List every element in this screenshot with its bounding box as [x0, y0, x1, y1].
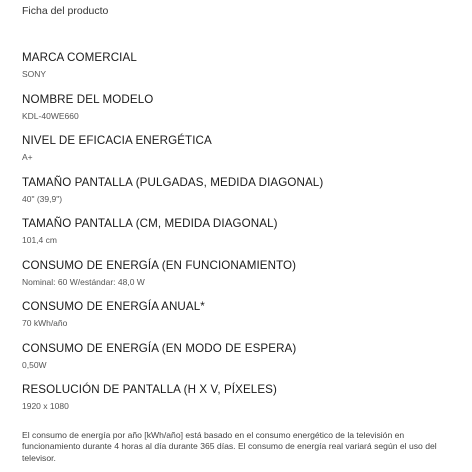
spec-label: CONSUMO DE ENERGÍA (EN MODO DE ESPERA): [22, 341, 297, 355]
spec-value: 70 kWh/año: [22, 318, 68, 328]
spec-item-model: [22, 92, 467, 134]
product-sheet: [22, 0, 467, 464]
spec-label: NIVEL DE EFICACIA ENERGÉTICA: [22, 134, 212, 147]
spec-label: RESOLUCIÓN DE PANTALLA (H X V, PÍXELES): [22, 383, 277, 396]
spec-item-screen-cm: [22, 216, 467, 258]
spec-value: A+: [22, 152, 33, 162]
page-title: Ficha del producto: [22, 5, 109, 17]
spec-item-screen-inches: [22, 175, 467, 217]
spec-item-resolution: [22, 382, 467, 424]
spec-item-annual-energy: [22, 299, 467, 341]
spec-label: TAMAÑO PANTALLA (PULGADAS, MEDIDA DIAGONAL): [22, 175, 324, 189]
spec-value: 40" (39,9"): [22, 193, 63, 204]
spec-label: TAMAÑO PANTALLA (CM, MEDIDA DIAGONAL): [22, 217, 278, 230]
spec-label: NOMBRE DEL MODELO: [22, 92, 154, 106]
spec-value: KDL-40WE660: [22, 110, 79, 121]
spec-label: MARCA COMERCIAL: [22, 51, 137, 64]
spec-value: 0,50W: [22, 359, 47, 370]
spec-value: SONY: [22, 69, 47, 79]
spec-item-brand: [22, 50, 467, 92]
spec-item-standby-power: [22, 341, 467, 383]
spec-item-power-on: [22, 258, 467, 300]
spec-item-energy-class: [22, 133, 467, 175]
spec-label: CONSUMO DE ENERGÍA (EN FUNCIONAMIENTO): [22, 258, 297, 272]
spec-label: CONSUMO DE ENERGÍA ANUAL*: [22, 300, 205, 313]
spec-value: Nominal: 60 W/estándar: 48,0 W: [22, 276, 145, 287]
spec-value: 1920 x 1080: [22, 401, 69, 411]
spec-list: [22, 50, 467, 424]
footnote: El consumo de energía por año [kWh/año] está basado en el consumo energético de la televisión en funcionamiento durante 4 horas al día durante 365 días. El consumo de energía real variará según el uso del televisor.: [22, 429, 437, 463]
spec-value: 101,4 cm: [22, 235, 57, 245]
